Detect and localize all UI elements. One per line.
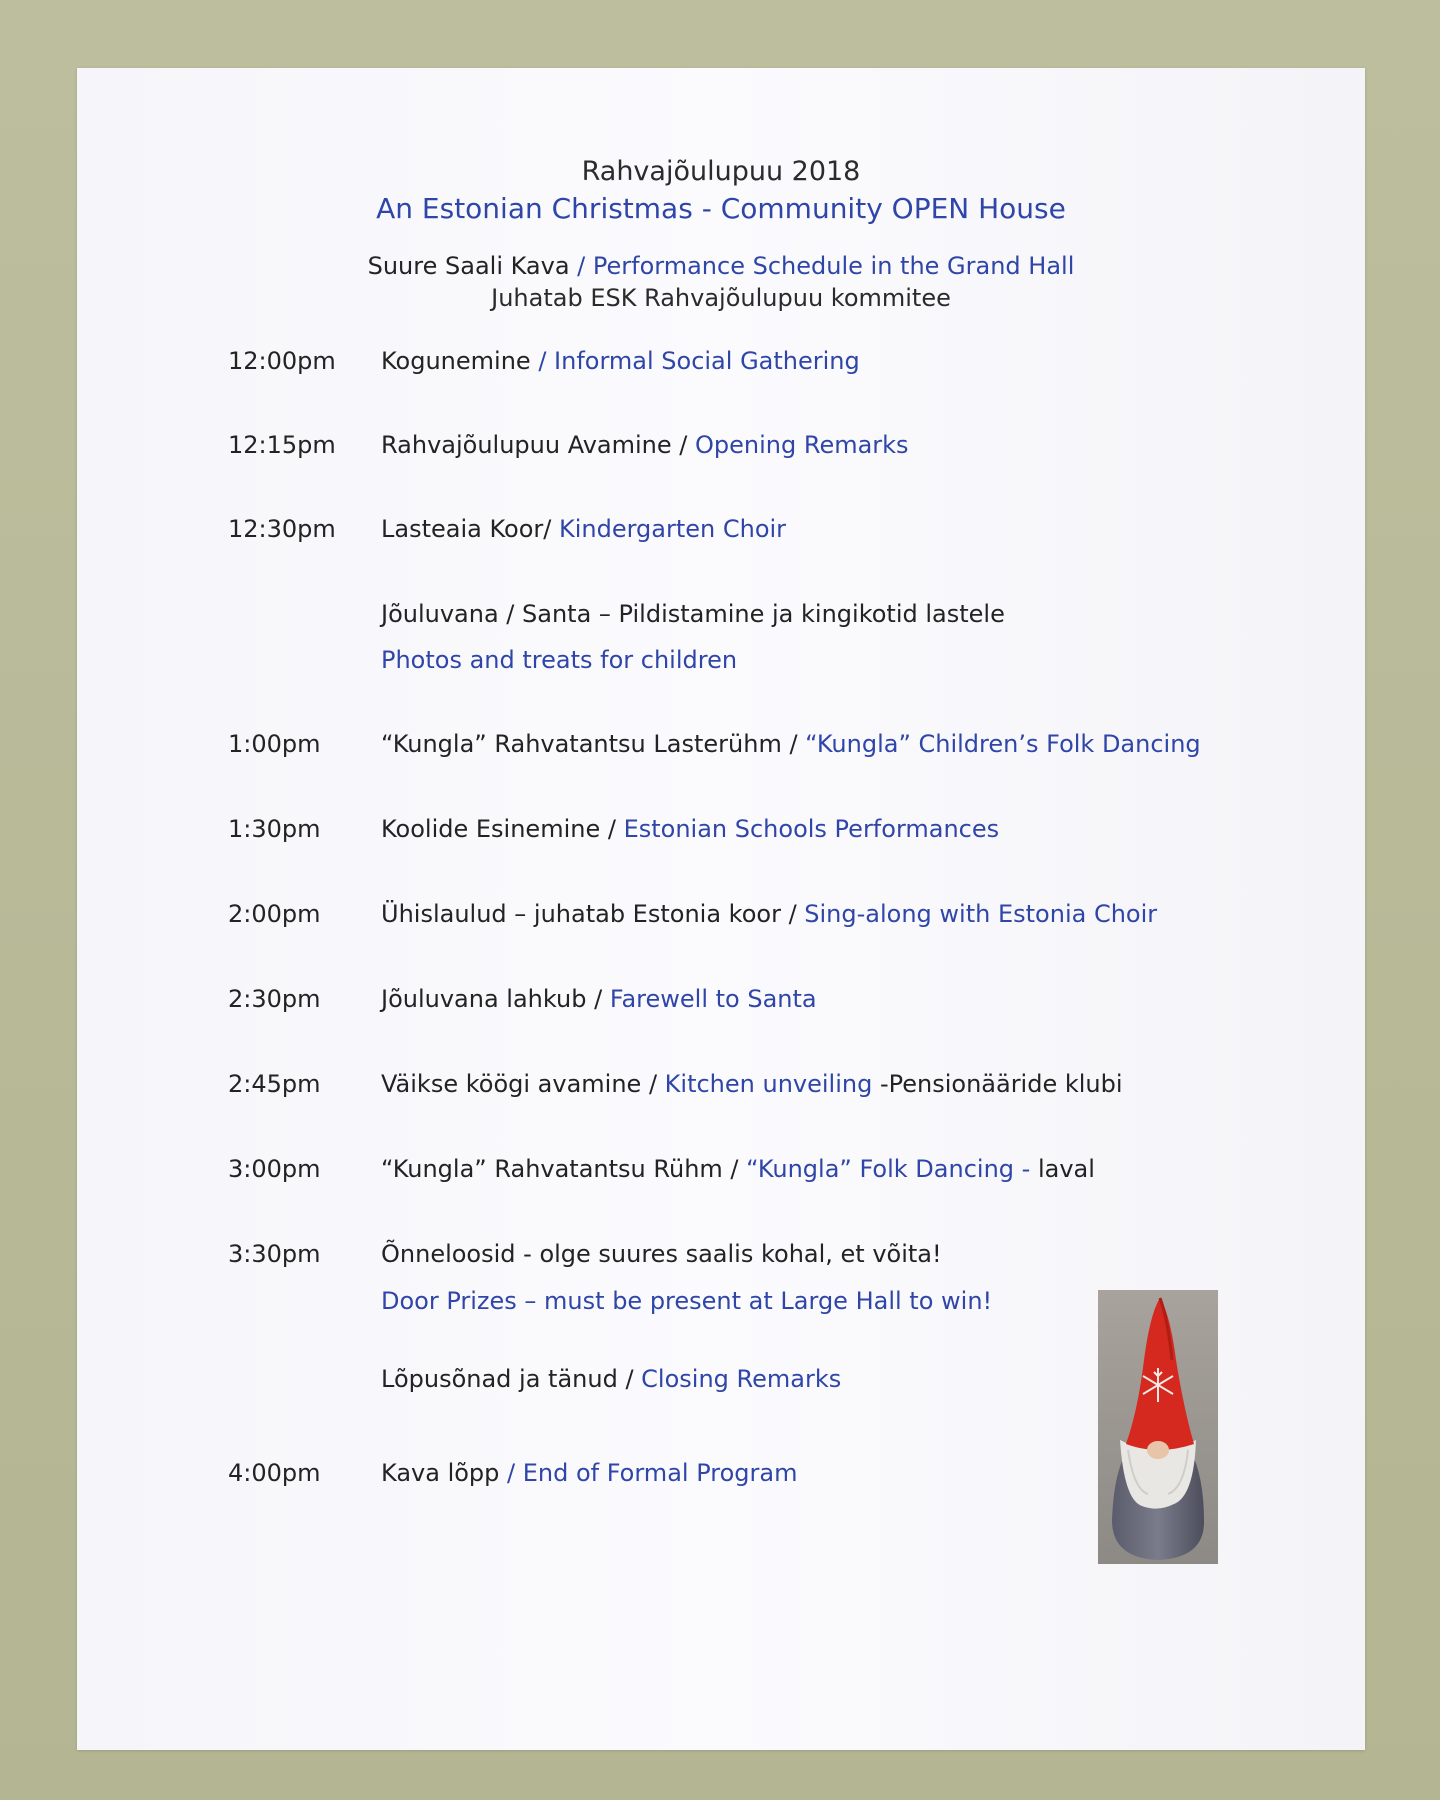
activity-estonian: Jõuluvana / Santa – Pildistamine ja kingikotid lastele	[381, 600, 1005, 628]
activity-estonian: “Kungla” Rahvatantsu Rühm /	[381, 1155, 747, 1183]
schedule-activity	[381, 985, 817, 1013]
schedule-time: 3:30pm	[228, 1240, 321, 1268]
schedule-activity	[381, 1240, 942, 1268]
activity-english: Photos and treats for children	[381, 646, 738, 674]
schedule-activity	[381, 600, 1005, 628]
schedule-time: 2:45pm	[228, 1070, 321, 1098]
schedule-activity	[381, 646, 737, 674]
activity-estonian: Rahvajõulupuu Avamine /	[381, 431, 695, 459]
activity-estonian: “Kungla” Rahvatantsu Lasterühm /	[381, 730, 806, 758]
program-sheet	[77, 68, 1365, 1750]
schedule-time: 3:00pm	[228, 1155, 321, 1183]
activity-english: Opening Remarks	[695, 431, 909, 459]
activity-english: / End of Formal Program	[507, 1459, 798, 1487]
schedule-activity	[381, 1070, 1123, 1098]
schedule-time: 12:30pm	[228, 515, 336, 543]
activity-estonian: Jõuluvana lahkub /	[381, 985, 610, 1013]
activity-estonian: Lasteaia Koor/	[381, 515, 559, 543]
schedule-time: 12:15pm	[228, 431, 336, 459]
schedule-time: 1:00pm	[228, 730, 321, 758]
schedule-heading-et: Suure Saali Kava	[367, 252, 570, 280]
activity-estonian: Õnneloosid - olge suures saalis kohal, et võita!	[381, 1240, 942, 1268]
activity-estonian: Ühislaulud – juhatab Estonia koor /	[381, 900, 805, 928]
activity-english: “Kungla” Children’s Folk Dancing	[805, 730, 1201, 758]
activity-estonian: Väikse köögi avamine /	[381, 1070, 665, 1098]
activity-estonian-suffix: laval	[1037, 1155, 1095, 1183]
activity-estonian-suffix: -Pensionääride klubi	[872, 1070, 1123, 1098]
activity-estonian: Koolide Esinemine /	[381, 815, 624, 843]
schedule-time: 4:00pm	[228, 1459, 321, 1487]
schedule-activity	[381, 900, 1157, 928]
schedule-time: 12:00pm	[228, 347, 336, 375]
activity-english: Closing Remarks	[641, 1365, 842, 1393]
schedule-activity	[381, 1459, 797, 1487]
schedule-activity	[381, 730, 1201, 758]
activity-english: Estonian Schools Performances	[623, 815, 1000, 843]
schedule-heading	[77, 252, 1365, 280]
schedule-heading-en: / Performance Schedule in the Grand Hall	[569, 252, 1075, 280]
schedule-time: 2:30pm	[228, 985, 321, 1013]
activity-english: / Informal Social Gathering	[538, 347, 860, 375]
event-subtitle: An Estonian Christmas - Community OPEN House	[376, 192, 1066, 225]
schedule-activity	[381, 347, 860, 375]
committee-line: Juhatab ESK Rahvajõulupuu kommitee	[491, 284, 951, 312]
activity-estonian: Lõpusõnad ja tänud /	[381, 1365, 642, 1393]
schedule-activity	[381, 815, 999, 843]
activity-english: “Kungla” Folk Dancing -	[746, 1155, 1038, 1183]
event-title: Rahvajõulupuu 2018	[581, 156, 861, 187]
activity-estonian: Kava lõpp	[381, 1459, 508, 1487]
activity-estonian: Kogunemine	[381, 347, 539, 375]
schedule-activity	[381, 1287, 992, 1315]
schedule-time: 2:00pm	[228, 900, 321, 928]
activity-english: Kitchen unveiling	[664, 1070, 873, 1098]
activity-english: Door Prizes – must be present at Large Hall to win!	[381, 1287, 993, 1315]
schedule-activity	[381, 515, 786, 543]
schedule-activity	[381, 1155, 1095, 1183]
activity-english: Kindergarten Choir	[558, 515, 787, 543]
schedule-activity	[381, 431, 909, 459]
activity-english: Sing-along with Estonia Choir	[804, 900, 1158, 928]
schedule-time: 1:30pm	[228, 815, 321, 843]
schedule-activity	[381, 1365, 841, 1393]
gnome-image	[1098, 1290, 1218, 1564]
activity-english: Farewell to Santa	[609, 985, 817, 1013]
